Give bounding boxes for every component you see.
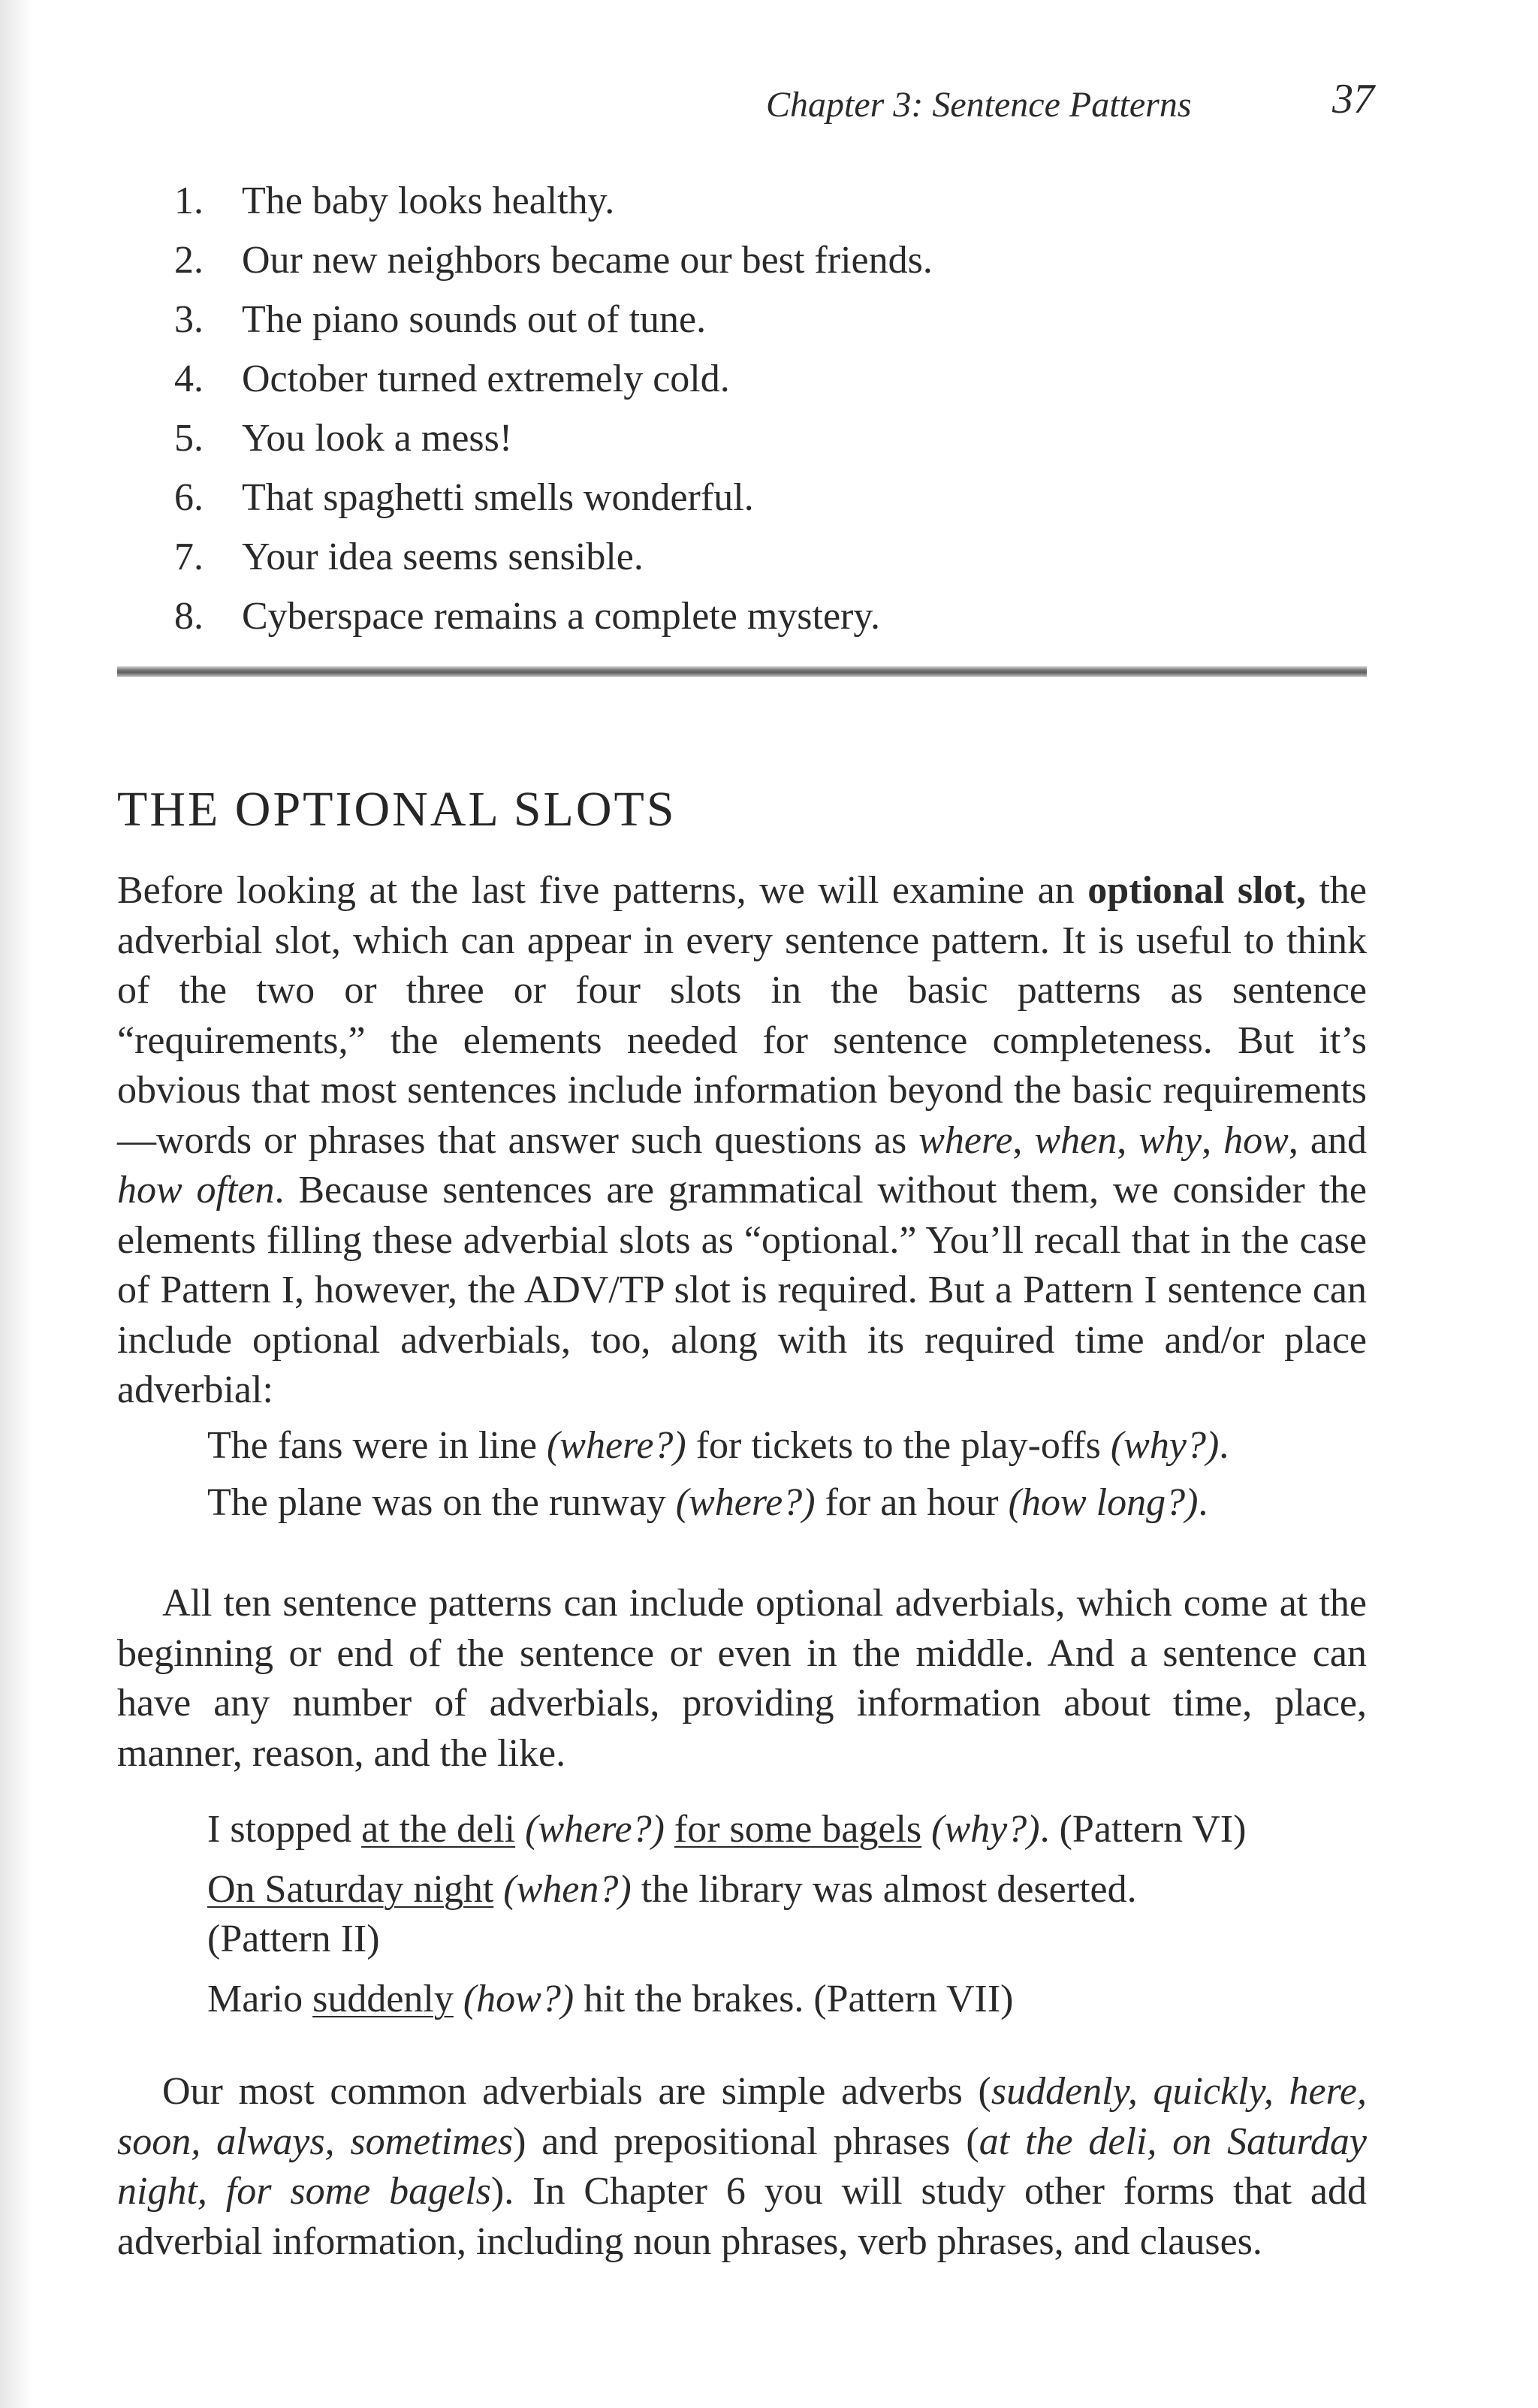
question-label: (how?) [463, 1978, 574, 2020]
question-label: (why?) [931, 1808, 1040, 1851]
italic-term: when [1034, 1118, 1117, 1162]
body-paragraph-1 [117, 866, 1367, 1416]
italic-term: where [918, 1118, 1013, 1162]
text-run [665, 1808, 674, 1851]
body-paragraph-2: All ten sentence patterns can include optional adverbials, which come at the beginning or end of the sentence or even in the middle. And a sentence can have any number of adverbials, providing information about time, place, manner, reason, and the like. [117, 1582, 1367, 1775]
item-number: 7. [174, 536, 204, 578]
exercise-list [174, 171, 1301, 646]
text-run: ). In Chapter 6 you will study other forms that add adverbial information, including noun phrases, verb phrases, and clauses. [117, 2170, 1367, 2263]
chapter-title: Chapter 3: Sentence Patterns [766, 85, 1192, 125]
item-number: 6. [174, 476, 204, 519]
text-run: The fans were in line [207, 1424, 547, 1467]
text-run: ) and prepositional phrases ( [513, 2120, 979, 2163]
list-item [174, 468, 1301, 527]
list-item [174, 409, 1301, 468]
question-label: (when?) [503, 1868, 632, 1911]
example-sentence [207, 1805, 1334, 1854]
item-number: 5. [174, 417, 204, 460]
item-text: The piano sounds out of tune. [242, 298, 707, 341]
body-paragraph-3 [117, 2067, 1367, 2267]
italic-examples: at the deli, on Saturday night, for some bagels [117, 2120, 1367, 2213]
text-run: I stopped [207, 1808, 362, 1851]
text-run: hit the brakes. (Pattern VII) [574, 1978, 1014, 2020]
text-run: Before looking at the last five patterns, we will examine an [117, 869, 1088, 912]
list-item [174, 171, 1301, 231]
underlined-adverbial: suddenly [312, 1978, 454, 2020]
text-run: , [1117, 1118, 1139, 1162]
page-edge-shadow [0, 0, 33, 2408]
item-text: October turned extremely cold. [242, 358, 730, 400]
text-run: for tickets to the play-offs [686, 1424, 1111, 1467]
section-divider-rule [117, 666, 1367, 677]
item-number: 8. [174, 595, 204, 638]
item-text: The baby looks healthy. [242, 180, 615, 222]
question-label: (how long?) [1008, 1481, 1199, 1524]
text-run: for an hour [815, 1481, 1009, 1524]
item-number: 2. [174, 239, 204, 282]
text-run: Mario [207, 1978, 313, 2020]
question-label: (where?) [675, 1481, 816, 1524]
question-label: (where?) [525, 1808, 665, 1851]
italic-term: why [1138, 1118, 1202, 1162]
example-sentence [207, 1421, 1334, 1471]
example-block-2 [207, 1805, 1334, 2035]
list-item [174, 527, 1301, 587]
text-run [515, 1808, 525, 1851]
underlined-adverbial: for some bagels [674, 1808, 922, 1851]
text-run: The plane was on the runway [207, 1481, 676, 1524]
text-run: , [1012, 1118, 1035, 1162]
example-sentence [207, 1975, 1334, 2024]
text-run: Our most common adverbials are simple adverbs ( [162, 2070, 991, 2113]
question-label: (where?) [546, 1424, 686, 1467]
list-item [174, 231, 1301, 290]
item-text: Your idea seems sensible. [242, 536, 644, 578]
text-run: . [1198, 1481, 1208, 1524]
underlined-adverbial: at the deli [361, 1808, 516, 1851]
text-run [921, 1808, 931, 1851]
item-text: Cyberspace remains a complete mystery. [242, 595, 880, 638]
text-run: the adverbial slot, which can appear in every sentence pattern. It is useful to think of the two or three or four slots in the basic patterns as sentence “requirements,” the elements needed for sentence completeness. But it’s obvious that most sentences include information beyond the basic requirements—words or phrases that answer such questions as [117, 869, 1367, 1162]
text-run: , [1202, 1118, 1224, 1162]
pattern-label: (Pattern II) [207, 1918, 380, 1960]
item-text: That spaghetti smells wonderful. [242, 476, 754, 519]
text-run: . [1219, 1424, 1229, 1467]
text-run: , and [1288, 1118, 1368, 1162]
italic-term: how often [117, 1169, 275, 1212]
list-item [174, 290, 1301, 349]
italic-term: how [1223, 1118, 1289, 1162]
section-heading: THE OPTIONAL SLOTS [117, 782, 677, 837]
list-item [174, 587, 1301, 646]
example-sentence [207, 1478, 1334, 1528]
item-text: You look a mess! [242, 417, 513, 460]
italic-examples: suddenly, quickly, here, soon, always, sometimes [117, 2070, 1368, 2163]
question-label: (why?) [1110, 1424, 1220, 1467]
example-sentence [207, 1865, 1334, 1915]
text-run: . (Pattern VI) [1039, 1808, 1247, 1851]
list-item [174, 349, 1301, 409]
item-text: Our new neighbors became our best friends. [242, 239, 933, 282]
item-number: 4. [174, 358, 204, 400]
item-number: 1. [174, 180, 204, 222]
bold-term: optional slot, [1087, 869, 1306, 912]
text-run: the library was almost deserted. [631, 1868, 1137, 1911]
text-run [493, 1868, 503, 1911]
text-run: . Because sentences are grammatical without them, we consider the elements filling these adverbial slots as “optional.” You’ll recall that in the case of Pattern I, however, the ADV/TP slot is required. But a Pattern I sentence can include optional adverbials, too, along with its required time and/or place adverbial: [117, 1169, 1367, 1411]
page-number: 37 [1332, 76, 1374, 122]
item-number: 3. [174, 298, 204, 341]
example-block-1 [207, 1421, 1334, 1535]
underlined-adverbial: On Saturday night [207, 1868, 494, 1911]
text-run [454, 1978, 463, 2020]
running-header [751, 75, 1374, 135]
